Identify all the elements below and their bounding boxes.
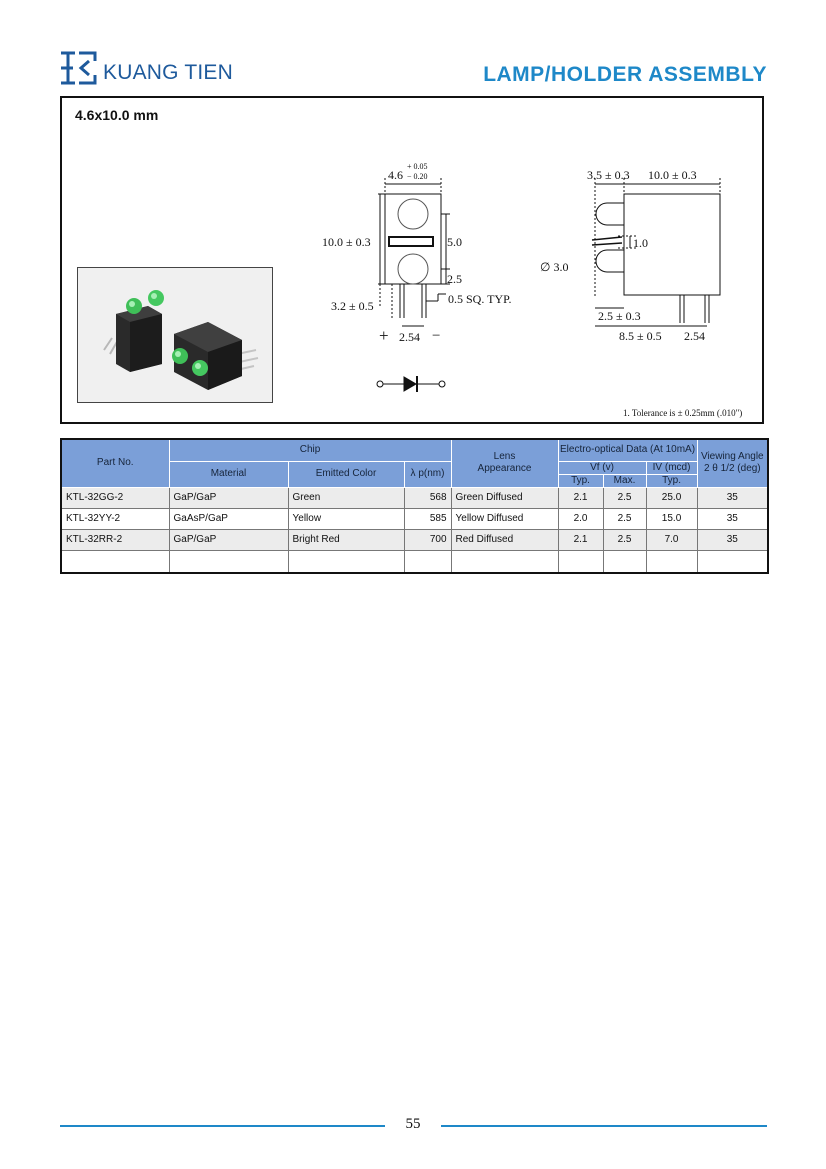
empty-cell [603,550,646,573]
col-electro-optical: Electro-optical Data (At 10mA) [558,439,697,461]
material-cell: GaAsP/GaP [169,508,288,529]
side-dim-bottom-right: 2.54 [684,329,705,343]
part-no-cell: KTL-32RR-2 [61,529,169,550]
table-row [61,487,768,508]
col-viewing-angle [697,439,768,487]
col-iv: IV (mcd) [646,461,697,474]
pin-size: 0.5 SQ. TYP. [448,292,512,306]
table-row-empty [61,550,768,573]
side-dim-top-left: 3.5 ± 0.3 [587,168,630,182]
viewing-header-line2: 2 θ 1/2 (deg) [703,463,761,475]
col-material: Material [169,461,288,487]
gap-dim: 1.0 [633,236,648,250]
wavelength-cell: 585 [404,508,451,529]
table-row [61,508,768,529]
lead-spacing: 2.54 [399,330,420,344]
spec-table [60,438,769,574]
height-dim: 10.0 ± 0.3 [322,235,371,249]
lens-cell: Yellow Diffused [451,508,558,529]
footer-rule-left [60,1125,385,1127]
empty-cell [451,550,558,573]
empty-cell [169,550,288,573]
color-cell: Bright Red [288,529,404,550]
empty-cell [558,550,603,573]
col-vf-max: Max. [603,474,646,487]
size-heading: 4.6x10.0 mm [75,107,159,123]
empty-cell [646,550,697,573]
pitch-upper: 5.0 [447,235,462,249]
front-view-drawing [378,178,450,326]
vf-max-cell: 2.5 [603,508,646,529]
angle-cell: 35 [697,508,768,529]
minus-sign: − [432,328,441,344]
lens-header-line1: Lens [493,451,516,463]
side-view-drawing [592,178,720,326]
lamp-diameter: ∅ 3.0 [540,260,569,274]
page-number: 55 [405,1116,421,1132]
iv-typ-cell: 7.0 [646,529,697,550]
iv-typ-cell: 25.0 [646,487,697,508]
iv-typ-cell: 15.0 [646,508,697,529]
drawing-panel [60,96,764,424]
material-cell: GaP/GaP [169,529,288,550]
col-iv-typ: Typ. [646,474,697,487]
col-wavelength: λ p(nm) [404,461,451,487]
color-cell: Yellow [288,508,404,529]
base-dim: 3.2 ± 0.5 [331,299,374,313]
vf-max-cell: 2.5 [603,487,646,508]
angle-cell: 35 [697,487,768,508]
vf-typ-cell: 2.1 [558,487,603,508]
wavelength-cell: 568 [404,487,451,508]
table-row [61,529,768,550]
diode-symbol-icon [377,376,445,392]
dimension-drawings [62,98,762,422]
page-title: LAMP/HOLDER ASSEMBLY [483,63,767,86]
side-dim-bottom-left: 8.5 ± 0.5 [619,329,662,343]
empty-cell [404,550,451,573]
footer-rule-right [441,1125,767,1127]
vf-typ-cell: 2.1 [558,529,603,550]
side-dim-mid: 2.5 ± 0.3 [598,309,641,323]
col-lens [451,439,558,487]
material-cell: GaP/GaP [169,487,288,508]
width-tol-plus: + 0.05 [407,162,428,171]
brand-name: KUANG TIEN [103,61,233,84]
col-vf-typ: Typ. [558,474,603,487]
lens-header-line2: Appearance [477,463,532,475]
kuang-tien-logo-icon [59,50,97,86]
tolerance-note: 1. Tolerance is ± 0.25mm (.010") [623,408,743,418]
col-emitted-color: Emitted Color [288,461,404,487]
col-vf: Vf (v) [558,461,646,474]
lens-cell: Green Diffused [451,487,558,508]
angle-cell: 35 [697,529,768,550]
lens-cell: Red Diffused [451,529,558,550]
plus-sign: + [379,326,389,345]
empty-cell [697,550,768,573]
wavelength-cell: 700 [404,529,451,550]
col-chip: Chip [169,439,451,461]
side-dim-top-right: 10.0 ± 0.3 [648,168,697,182]
pitch-lower: 2.5 [447,272,462,286]
width-dim: 4.6 [388,168,403,182]
vf-max-cell: 2.5 [603,529,646,550]
vf-typ-cell: 2.0 [558,508,603,529]
color-cell: Green [288,487,404,508]
empty-cell [61,550,169,573]
part-no-cell: KTL-32YY-2 [61,508,169,529]
col-part-no: Part No. [61,439,169,487]
front-view-labels [322,162,511,345]
company-logo [59,50,249,86]
empty-cell [288,550,404,573]
width-tol-minus: − 0.20 [407,172,428,181]
viewing-header-line1: Viewing Angle [700,451,764,463]
part-no-cell: KTL-32GG-2 [61,487,169,508]
